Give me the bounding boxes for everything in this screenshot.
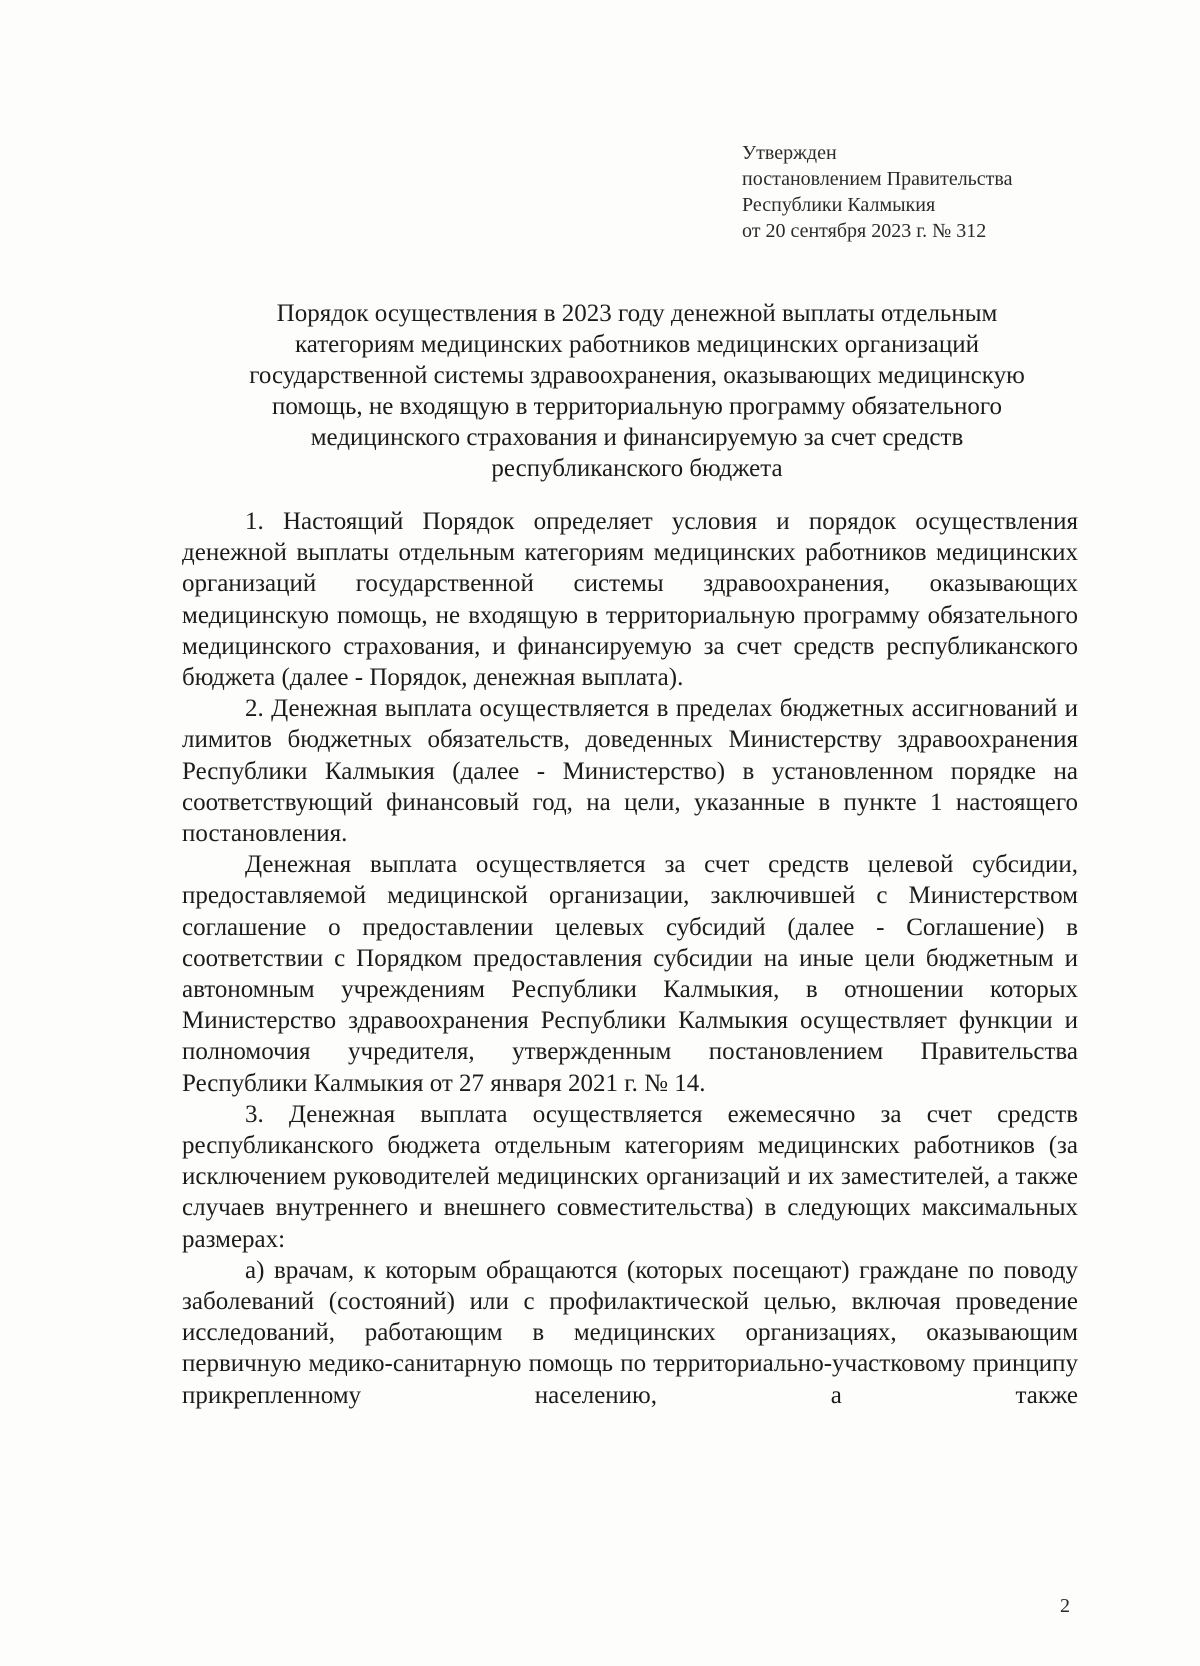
- title-line: Порядок осуществления в 2023 году денежной выплаты отдельным: [276, 300, 998, 327]
- approval-block: [742, 140, 1122, 244]
- document-title: [170, 298, 1104, 484]
- page-number: 2: [1060, 1595, 1070, 1617]
- title-line: медицинского страхования и финансируемую за счет средств: [310, 424, 964, 451]
- approval-line: от 20 сентября 2023 г. № 312: [742, 220, 987, 242]
- document-body: [182, 506, 1078, 1411]
- approval-line: Утвержден: [742, 142, 837, 164]
- title-line: помощь, не входящую в территориальную программу обязательного: [271, 393, 1002, 420]
- approval-line: Республики Калмыкия: [742, 194, 936, 216]
- paragraph-2: 2. Денежная выплата осуществляется в пределах бюджетных ассигнований и лимитов бюджетных обязательств, доведенных Министерству здравоохранения Республики Калмыкия (далее - Министерство) в установленном порядке на соответствующий финансовый год, на цели, указанные в пункте 1 настоящего постановления.: [182, 695, 1078, 848]
- paragraph-2-continued: Денежная выплата осуществляется за счет средств целевой субсидии, предоставляемой медицинской организации, заключившей с Министерством соглашение о предоставлении целевых субсидий (далее - Соглашение) в соответствии с Порядком предоставления субсидии на иные цели бюджетным и автономным учреждениям Республики Калмыкия, в отношении которых Министерство здравоохранения Республики Калмыкия осуществляет функции и полномочия учредителя, утвержденным постановлением Правительства Республики Калмыкия от 27 января 2021 г. № 14.: [182, 851, 1078, 1097]
- paragraph-1: 1. Настоящий Порядок определяет условия и порядок осуществления денежной выплаты отдельным категориям медицинских работников медицинских организаций государственной системы здравоохранения, оказывающих медицинскую помощь, не входящую в территориальную программу обязательного медицинского страхования, и финансируемую за счет средств республиканского бюджета (далее - Порядок, денежная выплата).: [182, 508, 1078, 692]
- paragraph-3-item-a: а) врачам, к которым обращаются (которых посещают) граждане по поводу заболеваний (состояний) или с профилактической целью, включая проведение исследований, работающим в медицинских организациях, оказывающим первичную медико-санитарную помощь по территориально-участковому принципу прикрепленному населению, а также: [182, 1256, 1078, 1409]
- paragraph-3: 3. Денежная выплата осуществляется ежемесячно за счет средств республиканского бюджета отдельным категориям медицинских работников (за исключением руководителей медицинских организаций и их заместителей, а также случаев внутреннего и внешнего совместительства) в следующих максимальных размерах:: [182, 1100, 1078, 1253]
- approval-line: постановлением Правительства: [742, 168, 1013, 190]
- title-line: категориям медицинских работников медицинских организаций: [294, 331, 980, 358]
- title-line: государственной системы здравоохранения, оказывающих медицинскую: [249, 362, 1025, 389]
- title-line: республиканского бюджета: [491, 455, 783, 482]
